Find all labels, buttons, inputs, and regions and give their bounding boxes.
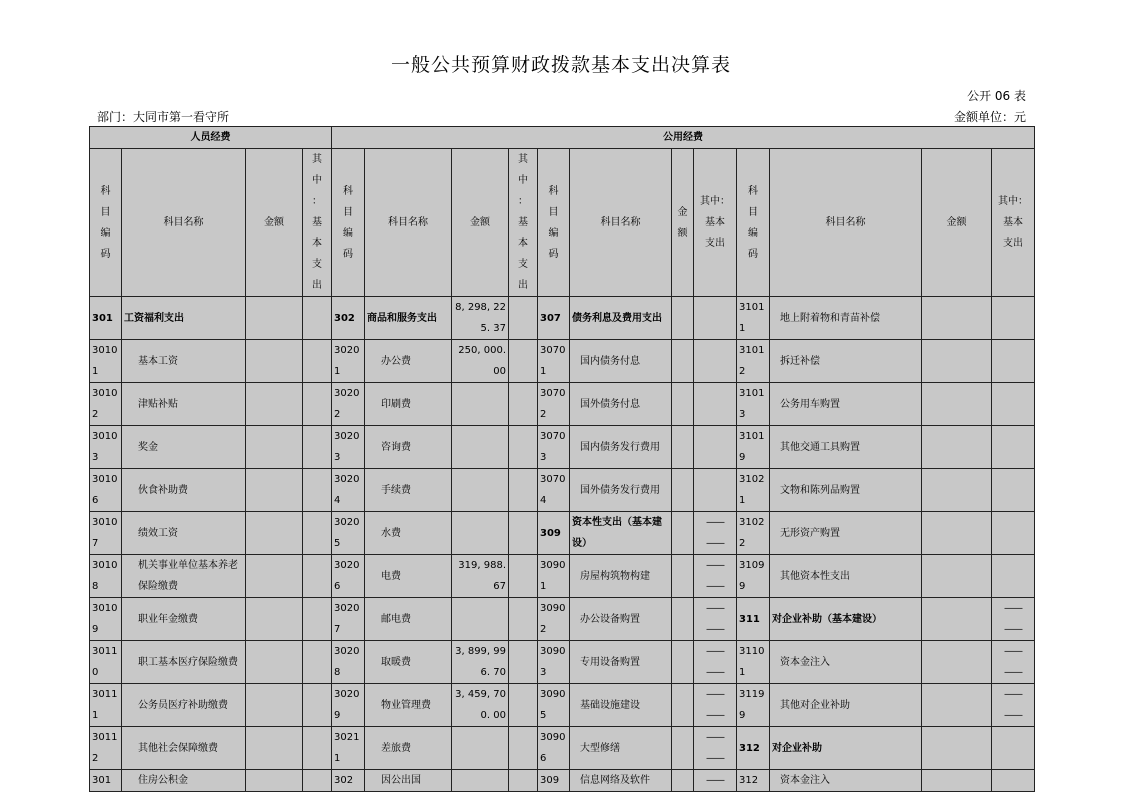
amount-cell <box>922 555 992 598</box>
col-header-basic: 其中： 基本 支出 <box>694 149 737 297</box>
amount-cell <box>672 727 694 770</box>
column-header-row <box>90 149 1035 297</box>
dash-line: —— <box>1004 689 1022 700</box>
basic-expenditure-cell <box>303 383 332 426</box>
amount-cell <box>246 684 303 727</box>
subject-name: 债务利息及费用支出 <box>570 297 672 340</box>
amount-cell <box>672 426 694 469</box>
subject-name: 住房公积金 <box>122 770 246 792</box>
subject-code: 30102 <box>90 383 122 426</box>
basic-expenditure-cell <box>303 469 332 512</box>
table-row <box>90 383 1035 426</box>
amount-cell <box>672 684 694 727</box>
subject-name: 资本金注入 <box>770 641 922 684</box>
table-row <box>90 426 1035 469</box>
basic-expenditure-cell <box>694 684 737 727</box>
basic-expenditure-cell <box>509 598 538 641</box>
subject-name: 其他交通工具购置 <box>770 426 922 469</box>
department-label: 部门：大同市第一看守所 <box>97 110 230 124</box>
amount-cell: 3, 899, 996. 70 <box>452 641 509 684</box>
table-row <box>90 469 1035 512</box>
dash-line: —— <box>706 775 724 786</box>
subject-name: 津贴补贴 <box>122 383 246 426</box>
subject-name: 办公设备购置 <box>570 598 672 641</box>
subject-name: 其他资本性支出 <box>770 555 922 598</box>
amount-cell: 3, 459, 700. 00 <box>452 684 509 727</box>
amount-cell: 319, 988. 67 <box>452 555 509 598</box>
subject-code: 30103 <box>90 426 122 469</box>
amount-cell <box>922 641 992 684</box>
subject-code: 30203 <box>332 426 365 469</box>
amount-cell: 250, 000. 00 <box>452 340 509 383</box>
subject-code: 302 <box>332 297 365 340</box>
col-header-basic: 其 中 ： 基 本 支 出 <box>303 149 332 297</box>
amount-cell <box>452 469 509 512</box>
subject-code: 30205 <box>332 512 365 555</box>
subject-name: 职工基本医疗保险缴费 <box>122 641 246 684</box>
amount-cell <box>246 469 303 512</box>
basic-expenditure-cell <box>992 297 1035 340</box>
subject-code: 302 <box>332 770 365 792</box>
amount-cell <box>922 383 992 426</box>
amount-cell <box>246 297 303 340</box>
amount-cell <box>672 770 694 792</box>
subject-name: 信息网络及软件 <box>570 770 672 792</box>
subject-code: 30201 <box>332 340 365 383</box>
subject-code: 31013 <box>737 383 770 426</box>
table-row <box>90 598 1035 641</box>
subject-name: 办公费 <box>365 340 452 383</box>
basic-expenditure-cell <box>694 770 737 792</box>
subject-name: 对企业补助 <box>770 727 922 770</box>
page-title: 一般公共预算财政拨款基本支出决算表 <box>390 54 731 76</box>
dash-line: —— <box>1004 603 1022 614</box>
table-row <box>90 512 1035 555</box>
subject-name: 专用设备购置 <box>570 641 672 684</box>
basic-expenditure-cell <box>303 641 332 684</box>
amount-cell <box>922 512 992 555</box>
subject-name: 国内债务发行费用 <box>570 426 672 469</box>
amount-cell <box>452 383 509 426</box>
subject-name: 水费 <box>365 512 452 555</box>
subject-code: 30905 <box>538 684 570 727</box>
amount-cell <box>452 598 509 641</box>
basic-expenditure-cell <box>509 555 538 598</box>
subject-name: 国外债务付息 <box>570 383 672 426</box>
basic-expenditure-cell <box>992 469 1035 512</box>
basic-expenditure-cell <box>509 469 538 512</box>
subject-code: 30106 <box>90 469 122 512</box>
subject-name: 职业年金缴费 <box>122 598 246 641</box>
subject-code: 31101 <box>737 641 770 684</box>
subject-code: 30107 <box>90 512 122 555</box>
subject-code: 30702 <box>538 383 570 426</box>
dash-line: —— <box>706 753 724 764</box>
amount-cell <box>672 555 694 598</box>
dash-line: —— <box>706 710 724 721</box>
group-header-row <box>90 127 1035 149</box>
basic-expenditure-cell <box>992 598 1035 641</box>
subject-name: 基本工资 <box>122 340 246 383</box>
amount-cell <box>246 598 303 641</box>
dash-line: —— <box>1004 710 1022 721</box>
subject-name: 电费 <box>365 555 452 598</box>
subject-code: 31011 <box>737 297 770 340</box>
col-header-code: 科 目 编 码 <box>332 149 365 297</box>
basic-expenditure-cell <box>303 512 332 555</box>
subject-code: 301 <box>90 770 122 792</box>
basic-expenditure-cell <box>694 512 737 555</box>
subject-name: 机关事业单位基本养老保险缴费 <box>122 555 246 598</box>
subject-code: 30703 <box>538 426 570 469</box>
amount-cell <box>672 469 694 512</box>
subject-name: 印刷费 <box>365 383 452 426</box>
col-header-basic: 其中： 基本 支出 <box>992 149 1035 297</box>
basic-expenditure-cell <box>509 340 538 383</box>
basic-expenditure-cell <box>303 340 332 383</box>
subject-code: 30110 <box>90 641 122 684</box>
amount-cell <box>246 555 303 598</box>
subject-code: 312 <box>737 727 770 770</box>
table-row <box>90 641 1035 684</box>
subject-code: 30209 <box>332 684 365 727</box>
amount-cell <box>672 512 694 555</box>
basic-expenditure-cell <box>992 555 1035 598</box>
basic-expenditure-cell <box>509 383 538 426</box>
subject-name: 咨询费 <box>365 426 452 469</box>
table-row <box>90 727 1035 770</box>
subject-name: 其他社会保障缴费 <box>122 727 246 770</box>
basic-expenditure-cell <box>694 641 737 684</box>
basic-expenditure-cell <box>694 598 737 641</box>
amount-cell <box>672 641 694 684</box>
amount-cell <box>246 641 303 684</box>
basic-expenditure-cell <box>509 426 538 469</box>
subject-code: 31012 <box>737 340 770 383</box>
subject-name: 邮电费 <box>365 598 452 641</box>
dash-line: —— <box>706 732 724 743</box>
dash-line: —— <box>706 667 724 678</box>
subject-name: 绩效工资 <box>122 512 246 555</box>
subject-name: 其他对企业补助 <box>770 684 922 727</box>
basic-expenditure-cell <box>303 770 332 792</box>
col-header-name: 科目名称 <box>365 149 452 297</box>
subject-name: 国内债务付息 <box>570 340 672 383</box>
subject-code: 30204 <box>332 469 365 512</box>
subject-code: 311 <box>737 598 770 641</box>
col-header-name: 科目名称 <box>122 149 246 297</box>
amount-cell <box>922 684 992 727</box>
subject-name: 差旅费 <box>365 727 452 770</box>
subject-code: 31199 <box>737 684 770 727</box>
dash-line: —— <box>706 646 724 657</box>
subject-code: 30206 <box>332 555 365 598</box>
subject-code: 30208 <box>332 641 365 684</box>
group-personnel-header: 人员经费 <box>90 127 332 149</box>
subject-code: 30903 <box>538 641 570 684</box>
amount-cell <box>672 598 694 641</box>
col-header-amount: 金 额 <box>672 149 694 297</box>
amount-cell <box>922 426 992 469</box>
col-header-amount: 金额 <box>246 149 303 297</box>
form-code: 公开 06 表 <box>967 89 1026 103</box>
subject-code: 31022 <box>737 512 770 555</box>
basic-expenditure-cell <box>694 383 737 426</box>
subject-code: 30101 <box>90 340 122 383</box>
amount-cell: 8, 298, 225. 37 <box>452 297 509 340</box>
subject-name: 资本性支出（基本建设） <box>570 512 672 555</box>
amount-cell <box>452 512 509 555</box>
col-header-basic: 其 中 ： 基 本 支 出 <box>509 149 538 297</box>
basic-expenditure-cell <box>992 770 1035 792</box>
dash-line: —— <box>706 560 724 571</box>
subject-name: 国外债务发行费用 <box>570 469 672 512</box>
basic-expenditure-cell <box>303 555 332 598</box>
subject-code: 30108 <box>90 555 122 598</box>
dash-line: —— <box>706 581 724 592</box>
basic-expenditure-cell <box>992 512 1035 555</box>
col-header-code: 科 目 编 码 <box>737 149 770 297</box>
col-header-code: 科 目 编 码 <box>90 149 122 297</box>
amount-cell <box>246 426 303 469</box>
subject-code: 309 <box>538 770 570 792</box>
dash-line: —— <box>706 624 724 635</box>
dash-line: —— <box>1004 667 1022 678</box>
table-row <box>90 297 1035 340</box>
subject-name: 无形资产购置 <box>770 512 922 555</box>
amount-cell <box>246 727 303 770</box>
basic-expenditure-cell <box>303 426 332 469</box>
subject-code: 301 <box>90 297 122 340</box>
amount-cell <box>452 727 509 770</box>
basic-expenditure-cell <box>303 598 332 641</box>
basic-expenditure-cell <box>303 684 332 727</box>
subject-code: 30704 <box>538 469 570 512</box>
table-row <box>90 684 1035 727</box>
subject-name: 商品和服务支出 <box>365 297 452 340</box>
amount-cell <box>246 340 303 383</box>
col-header-amount: 金额 <box>922 149 992 297</box>
subject-name: 地上附着物和青苗补偿 <box>770 297 922 340</box>
subject-name: 奖金 <box>122 426 246 469</box>
subject-code: 30109 <box>90 598 122 641</box>
subject-name: 对企业补助（基本建设） <box>770 598 922 641</box>
subject-name: 资本金注入 <box>770 770 922 792</box>
subject-name: 基础设施建设 <box>570 684 672 727</box>
dash-line: —— <box>1004 624 1022 635</box>
amount-cell <box>922 297 992 340</box>
subject-name: 取暖费 <box>365 641 452 684</box>
subject-name: 因公出国 <box>365 770 452 792</box>
subject-code: 30112 <box>90 727 122 770</box>
table-row <box>90 770 1035 792</box>
amount-cell <box>672 297 694 340</box>
col-header-amount: 金额 <box>452 149 509 297</box>
basic-expenditure-cell <box>509 684 538 727</box>
subject-code: 30906 <box>538 727 570 770</box>
basic-expenditure-cell <box>992 727 1035 770</box>
amount-cell <box>452 770 509 792</box>
amount-cell <box>246 383 303 426</box>
basic-expenditure-cell <box>694 297 737 340</box>
subject-code: 312 <box>737 770 770 792</box>
amount-cell <box>922 727 992 770</box>
subject-code: 30111 <box>90 684 122 727</box>
col-header-name: 科目名称 <box>770 149 922 297</box>
basic-expenditure-cell <box>992 340 1035 383</box>
subject-code: 309 <box>538 512 570 555</box>
subject-name: 伙食补助费 <box>122 469 246 512</box>
basic-expenditure-cell <box>694 555 737 598</box>
subject-name: 工资福利支出 <box>122 297 246 340</box>
amount-cell <box>922 770 992 792</box>
subject-code: 30902 <box>538 598 570 641</box>
subject-code: 30202 <box>332 383 365 426</box>
subject-name: 手续费 <box>365 469 452 512</box>
subject-code: 31019 <box>737 426 770 469</box>
expenditure-table <box>89 126 1035 792</box>
dash-line: —— <box>1004 646 1022 657</box>
basic-expenditure-cell <box>992 383 1035 426</box>
subject-name: 公务用车购置 <box>770 383 922 426</box>
amount-cell <box>452 426 509 469</box>
basic-expenditure-cell <box>694 469 737 512</box>
basic-expenditure-cell <box>992 426 1035 469</box>
basic-expenditure-cell <box>509 770 538 792</box>
group-public-header: 公用经费 <box>332 127 1035 149</box>
basic-expenditure-cell <box>509 297 538 340</box>
amount-cell <box>922 340 992 383</box>
subject-code: 30701 <box>538 340 570 383</box>
amount-unit-label: 金额单位：元 <box>953 110 1026 124</box>
col-header-code: 科 目 编 码 <box>538 149 570 297</box>
table-row <box>90 340 1035 383</box>
dash-line: —— <box>706 517 724 528</box>
basic-expenditure-cell <box>509 512 538 555</box>
subject-code: 30207 <box>332 598 365 641</box>
dash-line: —— <box>706 538 724 549</box>
subject-name: 拆迁补偿 <box>770 340 922 383</box>
basic-expenditure-cell <box>303 297 332 340</box>
dash-line: —— <box>706 603 724 614</box>
basic-expenditure-cell <box>303 727 332 770</box>
basic-expenditure-cell <box>694 727 737 770</box>
col-header-name: 科目名称 <box>570 149 672 297</box>
amount-cell <box>922 598 992 641</box>
basic-expenditure-cell <box>992 641 1035 684</box>
amount-cell <box>246 770 303 792</box>
basic-expenditure-cell <box>694 340 737 383</box>
amount-cell <box>672 383 694 426</box>
subject-name: 文物和陈列品购置 <box>770 469 922 512</box>
subject-code: 307 <box>538 297 570 340</box>
subject-name: 物业管理费 <box>365 684 452 727</box>
basic-expenditure-cell <box>992 684 1035 727</box>
amount-cell <box>246 512 303 555</box>
dash-line: —— <box>706 689 724 700</box>
subject-code: 30211 <box>332 727 365 770</box>
basic-expenditure-cell <box>694 426 737 469</box>
subject-code: 30901 <box>538 555 570 598</box>
subject-code: 31021 <box>737 469 770 512</box>
amount-cell <box>922 469 992 512</box>
amount-cell <box>672 340 694 383</box>
basic-expenditure-cell <box>509 727 538 770</box>
subject-name: 公务员医疗补助缴费 <box>122 684 246 727</box>
basic-expenditure-cell <box>509 641 538 684</box>
subject-name: 房屋构筑物构建 <box>570 555 672 598</box>
table-row <box>90 555 1035 598</box>
subject-name: 大型修缮 <box>570 727 672 770</box>
subject-code: 31099 <box>737 555 770 598</box>
